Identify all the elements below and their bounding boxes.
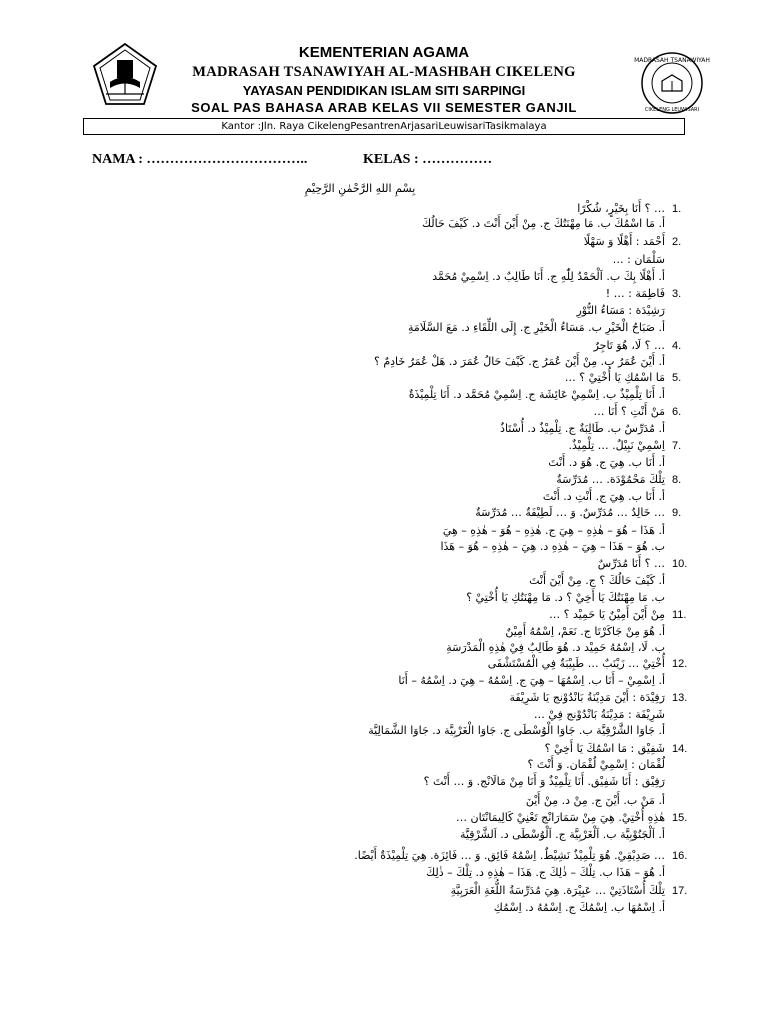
question-line: أ. هُوَ – هَذَا ب. تِلْكَ – ذٰلِكَ ج. هَذَا – هٰذِهِ د. تِلْكَ – ذٰلِكَ (426, 866, 665, 879)
question-line: أ. هَذَا – هُوَ – هٰذِهِ – هِيَ ج. هٰذِهِ – هُوَ – هٰذِهِ – هِيَ (442, 524, 665, 537)
question-line: مَنْ أَنْتِ ؟ أَنَا … (593, 405, 665, 418)
question-line: أ. أَنَا ب. هِيَ ج. هُوَ د. أَنْتَ (548, 456, 665, 469)
question-number: 3. (672, 288, 682, 300)
question-line: شَرِيْفَة : مَدِيْنَةُ بَانْدُوْنج فِيْ … (533, 708, 665, 721)
question-number: 2. (672, 236, 682, 248)
svg-text:MADRASAH TSANAWIYAH: MADRASAH TSANAWIYAH (634, 57, 710, 64)
question-line: أ. اِسْمِيْ – أَنَا ب. اِسْمُهَا – هِيَ ج. اِسْمُهُ – هِيَ د. اِسْمُهُ – أَنَا (398, 674, 665, 687)
question-line: اِسْمِيْ نَبِيْلٌ. … تِلْمِيْذٌ. (568, 439, 665, 452)
question-line: … صَدِيْقِيْ. هُوَ تِلْمِيْذٌ نَشِيْطٌ. اِسْمُهُ فَائِق. وَ … فَائِزَة. هِيَ تِلْمِيْذَةٌ أَيْضًا. (354, 849, 665, 862)
question-line: لُقْمَان : اِسْمِيْ لُقْمَان. وَ أَنْتَ ؟ (527, 758, 665, 771)
question-line: ب. مَا مِهْنَتُكَ يَا أَخِيْ ؟ د. مَا مِهْنَتُكِ يَا أُخْتِيْ ؟ (466, 591, 665, 604)
question-line: مَا اسْمُكِ يَا أُخْتِيْ ؟ … (564, 371, 665, 384)
question-line: رَفِيْق : أَنَا شَفِيْق. أَنَا تِلْمِيْذٌ وَ أَنَا مِنْ مَالَانْج. وَ … أَنْتَ ؟ (423, 775, 665, 788)
question-line: شَفِيْق : مَا اسْمُكَ يَا أَخِيْ ؟ (544, 742, 665, 755)
question-number: 16. (672, 850, 688, 862)
question-line: أ. أَهْلًا بِكَ ب. اَلْحَمْدُ لِلّٰهِ ج. أَنَا طَالِبٌ د. اِسْمِيْ مُحَمَّد (432, 270, 665, 283)
question-number: 4. (672, 340, 682, 352)
question-line: ب. هُوَ – هَذَا – هِيَ – هٰذِهِ د. هِيَ – هٰذِهِ – هُوَ – هَذَا (440, 540, 665, 553)
question-line: … خَالِدٌ … مُدَرِّسٌ. وَ … لَطِيْفَةٌ … مُدَرِّسَةٌ (475, 506, 665, 519)
question-line: أ. اِسْمُهَا ب. اِسْمُكَ ج. اِسْمُهُ د. اِسْمُكِ (493, 901, 665, 914)
name-field[interactable]: NAMA : …………………………….. (92, 152, 308, 167)
question-number: 6. (672, 406, 682, 418)
exam-title: SOAL PAS BAHASA ARAB KELAS VII SEMESTER GANJIL (191, 100, 577, 115)
question-line: هٰذِهِ أُخْتِيْ. هِيَ مِنْ سَمَارَانْج تَعْنِيْ كَالِيمَانْتَان … (456, 811, 665, 824)
question-line: تِلْكَ أُسْتَاذَتِيْ … عَبِيْرَة. هِيَ مُدَرِّسَةُ اللُّغَةِ الْعَرَبِيَّةِ (450, 884, 665, 897)
question-number: 1. (672, 203, 682, 215)
question-line: أ. هُوَ مِنْ جَاكَرْتَا ج. نَعَمْ، اِسْمُهُ أَمِيْنٌ (505, 625, 665, 638)
question-line: … ؟ أَنَا بِخَيْرٍ، شُكْرًا (577, 202, 665, 215)
question-line: رَشِيْدَة : مَسَاءُ النُّوْرِ (576, 304, 665, 317)
class-field[interactable]: KELAS : …………… (363, 152, 493, 167)
question-number: 13. (672, 692, 688, 704)
question-line: أ. مَنْ ب. أَيْنَ ج. مِنْ د. مِنْ أَيْنَ (525, 794, 665, 807)
question-line: أ. اَلْجَنُوْبِيَّة ب. اَلْغَرْبِيَّة ج. اَلْوُسْطَى د. اَلشَّرْقِيَّة (460, 828, 665, 841)
question-number: 9. (672, 507, 682, 519)
question-number: 15. (672, 812, 688, 824)
question-number: 17. (672, 885, 688, 897)
question-line: فَاطِمَة : … ! (605, 287, 665, 300)
question-number: 11. (672, 609, 687, 621)
question-number: 14. (672, 743, 688, 755)
office-address: Kantor :Jln. Raya CikelengPesantrenArjasariLeuwisariTasikmalaya (83, 118, 685, 135)
question-number: 8. (672, 474, 682, 486)
svg-text:CIKELENG LEUWISARI: CIKELENG LEUWISARI (644, 107, 700, 113)
question-line: مِنْ أَيْنَ أَمِيْنٌ يَا حَمِيْد ؟ … (549, 608, 665, 621)
foundation-name: YAYASAN PENDIDIKAN ISLAM SITI SARPINGI (242, 83, 526, 98)
question-line: سَلْمَان : … (612, 253, 665, 266)
question-line: تِلْكَ مَحْمُوْدَة. … مُدَرِّسَةٌ (556, 473, 665, 486)
question-number: 10. (672, 558, 688, 570)
question-line: أ. مُدَرِّسٌ ب. طَالِبَةٌ ج. تِلْمِيْذٌ د. أُسْتَاذٌ (500, 422, 665, 435)
question-line: … ؟ لَا، هُوَ تَاجِرٌ (593, 339, 665, 352)
question-line: أَحْمَد : أَهْلًا وَ سَهْلًا (583, 235, 665, 248)
school-name: MADRASAH TSANAWIYAH AL-MASHBAH CIKELENG (192, 64, 576, 80)
basmalah: بِسْمِ اللهِ الرَّحْمٰنِ الرَّحِيْمِ (304, 182, 416, 195)
question-line: أُخْتِيْ … زَيْنَبٌ … طَبِيْبَةٌ فِي الْمُسْتَشْفَى (487, 657, 665, 670)
question-number: 12. (672, 658, 688, 670)
question-line: أ. كَيْفَ حَالُكَ ؟ ج. مِنْ أَيْنَ أَنْتَ (529, 574, 665, 587)
question-number: 7. (672, 440, 682, 452)
question-line: ب. لَا، اِسْمُهُ حَمِيْد د. هُوَ طَالِبٌ فِيْ هٰذِهِ الْمَدْرَسَةِ (446, 641, 665, 654)
question-line: … ؟ أَنَا مُدَرِّسٌ (597, 557, 665, 570)
question-line: أ. جَاوَا الشَّرْقِيَّة ب. جَاوَا الْوُسْطَى ج. جَاوَا الْغَرْبِيَّة د. جَاوَا الشَّمَالِيَّة (368, 724, 665, 737)
question-line: أ. صَبَاحُ الْخَيْرِ ب. مَسَاءُ الْخَيْرِ ج. إِلَى اللِّقَاءِ د. مَعَ السَّلَامَةِ (407, 321, 665, 334)
question-line: أ. أَنَا ب. هِيَ ج. أَنْتِ د. أَنْتَ (542, 490, 665, 503)
question-number: 5. (672, 372, 682, 384)
question-line: أ. أَنَا تِلْمِيْذٌ ب. اِسْمِيْ عَائِشَة ج. اِسْمِيْ مُحَمَّد د. أَنَا تِلْمِيْذَةٌ (408, 388, 665, 401)
question-line: رَفِيْدَة : أَيْنَ مَدِيْنَةُ بَانْدُوْنج يَا شَرِيْفَة (509, 691, 665, 704)
ministry-title: KEMENTERIAN AGAMA (298, 44, 470, 61)
question-line: أ. مَا اسْمُكَ ب. مَا مِهْنَتُكَ ج. مِنْ أَيْنَ أَنْتَ د. كَيْفَ حَالُكَ (421, 217, 665, 230)
question-line: أ. أَيْنَ عُمَرُ ب. مِنْ أَيْنَ عُمَرُ ج. كَيْفَ حَالُ عُمَرَ د. هَلْ عُمَرُ خَادِمٌ ؟ (374, 355, 665, 368)
